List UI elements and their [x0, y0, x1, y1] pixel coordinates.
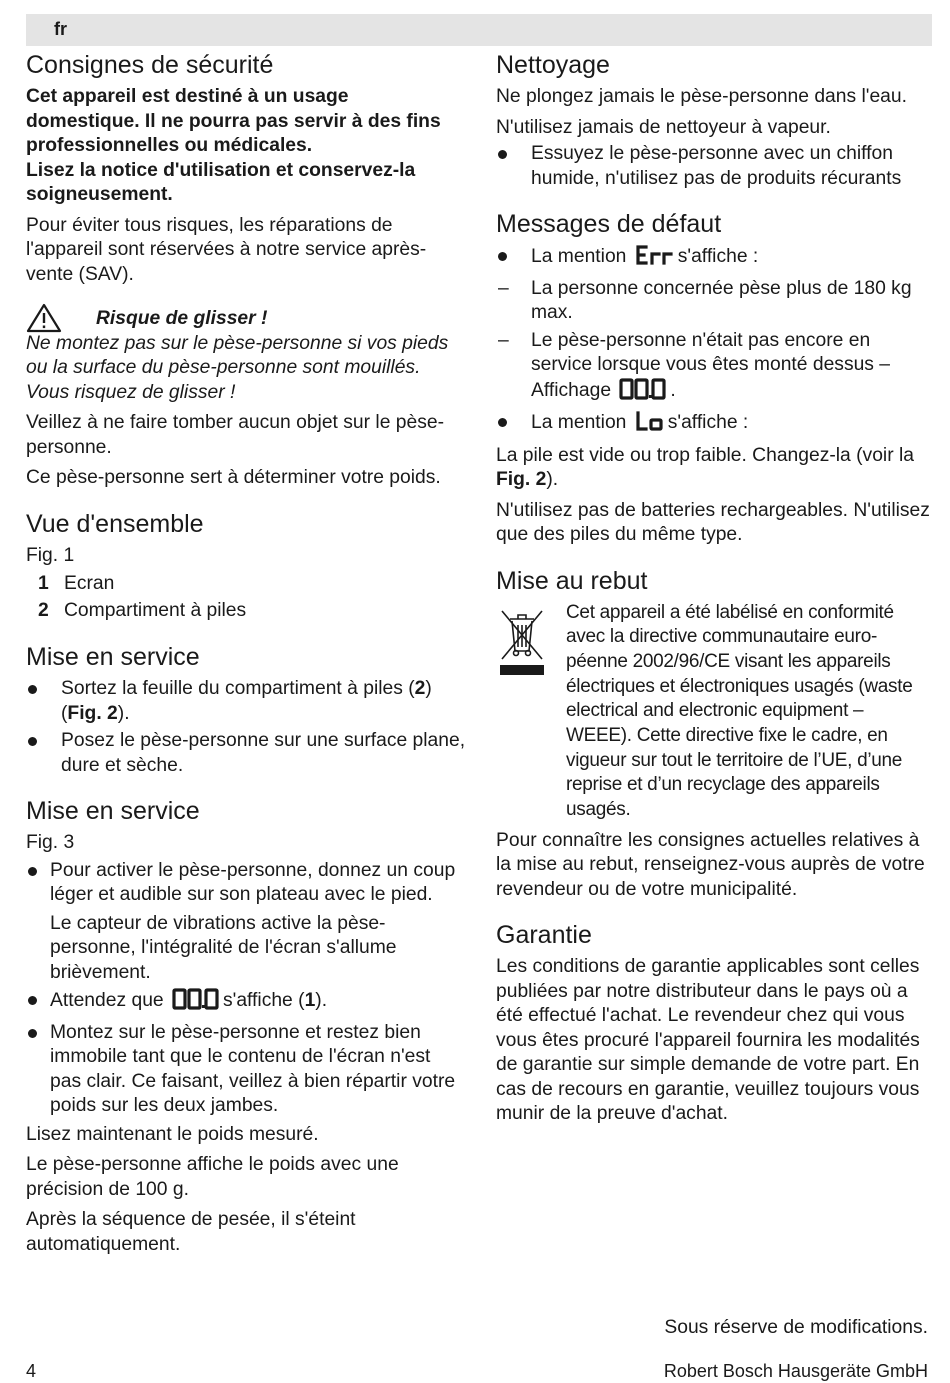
startup-read-weight: Lisez maintenant le poids mesuré. — [26, 1123, 319, 1145]
startup-fig-ref: Fig. 3 — [26, 832, 75, 853]
display-lo-icon — [635, 410, 665, 440]
warranty-title: Garantie — [496, 921, 592, 950]
left-column — [26, 50, 466, 1263]
startup-section-2 — [26, 796, 466, 1257]
bullet-icon — [28, 1029, 37, 1038]
display-00-0-icon — [172, 988, 220, 1018]
startup-steps-1 — [26, 677, 466, 778]
safety-repair-text: Pour éviter tous risques, les réparations de l'appareil sont réservées à notre service après-vente (SAV). — [26, 214, 427, 285]
bullet-icon — [28, 867, 37, 876]
list-item: La mention s'affiche : — [496, 244, 932, 274]
safety-purpose-text: Ce pèse-personne sert à déterminer votre poids. — [26, 467, 441, 488]
language-header-bar — [26, 14, 932, 46]
company-name: Robert Bosch Hausgeräte GmbH — [663, 1361, 928, 1381]
list-item: Attendez que s'affiche (1). — [26, 988, 466, 1018]
modification-notice: Sous réserve de modifications. — [664, 1317, 928, 1338]
overview-section — [26, 509, 466, 625]
weee-block — [496, 601, 932, 823]
warranty-section — [496, 920, 932, 1127]
slip-warning-text: Ne montez pas sur le pèse-personne si vos pieds ou la surface du pèse-personne sont mouillés. Vous risquez de glisser ! — [26, 332, 449, 403]
cleaning-text-1: Ne plongez jamais le pèse-personne dans l'eau. — [496, 86, 907, 107]
bullet-icon — [28, 737, 37, 746]
slip-warning-heading — [26, 307, 466, 332]
list-item: Montez sur le pèse-personne et restez bien immobile tant que le contenu de l'écran n'est pas clair. Ce faisant, veillez à bien répartir votre poids sur les deux jambes. — [26, 1021, 466, 1119]
list-item: Sortez la feuille du compartiment à piles (2) (Fig. 2). — [26, 677, 466, 726]
startup-section-1 — [26, 642, 466, 778]
display-00-0-icon — [619, 378, 667, 408]
cleaning-steps — [496, 142, 932, 191]
warning-triangle-icon — [26, 303, 62, 341]
error-messages-section — [496, 209, 932, 548]
overview-title: Vue d'ensemble — [26, 509, 204, 538]
error-messages-list — [496, 244, 932, 440]
bullet-icon — [28, 685, 37, 694]
cleaning-text-2: N'utilisez jamais de nettoyeur à vapeur. — [496, 116, 831, 138]
weee-text: Cet appareil a été labélisé en conformité avec la directive communautaire euro-péenne 2002/96/CE visant les appareils électriques et électroniques usagés (waste electrical and electronic equipment – WEEE). Cette directive fixe le cadre, en vigueur sur tout le territoire de l’UE, d’une reprise et d’un recyclage des appareils usagés. — [566, 601, 913, 821]
startup-title-1: Mise en service — [26, 643, 200, 671]
page-number: 4 — [26, 1361, 37, 1381]
list-item: La mention s'affiche : — [496, 410, 932, 440]
list-item: Pour activer le pèse-personne, donnez un coup léger et audible sur son plateau avec le pied. Le capteur de vibrations active la pèse-personne, l'intégralité de l'écran s'allume brièvement. — [26, 859, 466, 986]
error-messages-title: Messages de défaut — [496, 210, 722, 238]
slip-warning-title: Risque de glisser ! — [96, 308, 268, 329]
list-item: Essuyez le pèse-personne avec un chiffon humide, n'utilisez pas de produits récurants — [496, 142, 932, 191]
battery-type-text: N'utilisez pas de batteries rechargeables. N'utilisez que des piles du même type. — [496, 499, 930, 545]
safety-intro-bold-1: Cet appareil est destiné à un usage domestique. Il ne pourra pas servir à des fins professionnelles ou médicales. — [26, 86, 441, 156]
list-item: 1 Ecran — [38, 573, 115, 594]
safety-drop-text: Veillez à ne faire tomber aucun objet sur le pèse-personne. — [26, 412, 445, 458]
display-err-icon — [635, 244, 675, 274]
overview-parts-list — [26, 570, 466, 624]
bullet-icon — [28, 996, 37, 1005]
list-item: Posez le pèse-personne sur une surface plane, dure et sèche. — [26, 729, 466, 778]
list-item: – La personne concernée pèse plus de 180 kg max. — [498, 277, 912, 323]
startup-precision: Le pèse-personne affiche le poids avec une précision de 100 g. — [26, 1154, 399, 1200]
safety-section — [26, 50, 466, 491]
bullet-icon — [498, 418, 507, 427]
disposal-info-text: Pour connaître les consignes actuelles relatives à la mise au rebut, renseignez-vous auprès de votre revendeur ou de votre municipalité. — [496, 829, 925, 900]
overview-fig-ref: Fig. 1 — [26, 544, 75, 566]
right-column — [496, 50, 932, 1133]
cleaning-section — [496, 50, 932, 191]
crossed-bin-icon — [500, 605, 544, 682]
disposal-title: Mise au rebut — [496, 566, 648, 595]
language-code: fr — [54, 19, 67, 39]
list-item: 2 Compartiment à piles — [38, 600, 247, 621]
cleaning-title: Nettoyage — [496, 51, 610, 79]
warranty-text: Les conditions de garantie applicables sont celles publiées par notre distributeur dans le pays où a été effectué l'achat. Le revendeur chez qui vous vous êtes procuré l'appareil fournira les modalités de garantie sur simple demande de votre part. En cas de recours en garantie, veuillez toujours vous munir de la preuve d'achat. — [496, 956, 920, 1125]
safety-title: Consignes de sécurité — [26, 51, 274, 79]
battery-low-text: La pile est vide ou trop faible. Changez-la (voir la Fig. 2). — [496, 444, 914, 490]
bullet-icon — [498, 252, 507, 261]
list-item: – Le pèse-personne n'était pas encore en service lorsque vous êtes monté dessus – Affichage . — [496, 329, 932, 408]
startup-auto-off: Après la séquence de pesée, il s'éteint automatiquement. — [26, 1209, 356, 1255]
startup-title-2: Mise en service — [26, 797, 200, 825]
safety-intro-bold-2: Lisez la notice d'utilisation et conservez-la soigneusement. — [26, 159, 416, 205]
startup-steps-2 — [26, 859, 466, 1119]
bullet-icon — [498, 150, 507, 159]
disposal-section — [496, 566, 932, 903]
